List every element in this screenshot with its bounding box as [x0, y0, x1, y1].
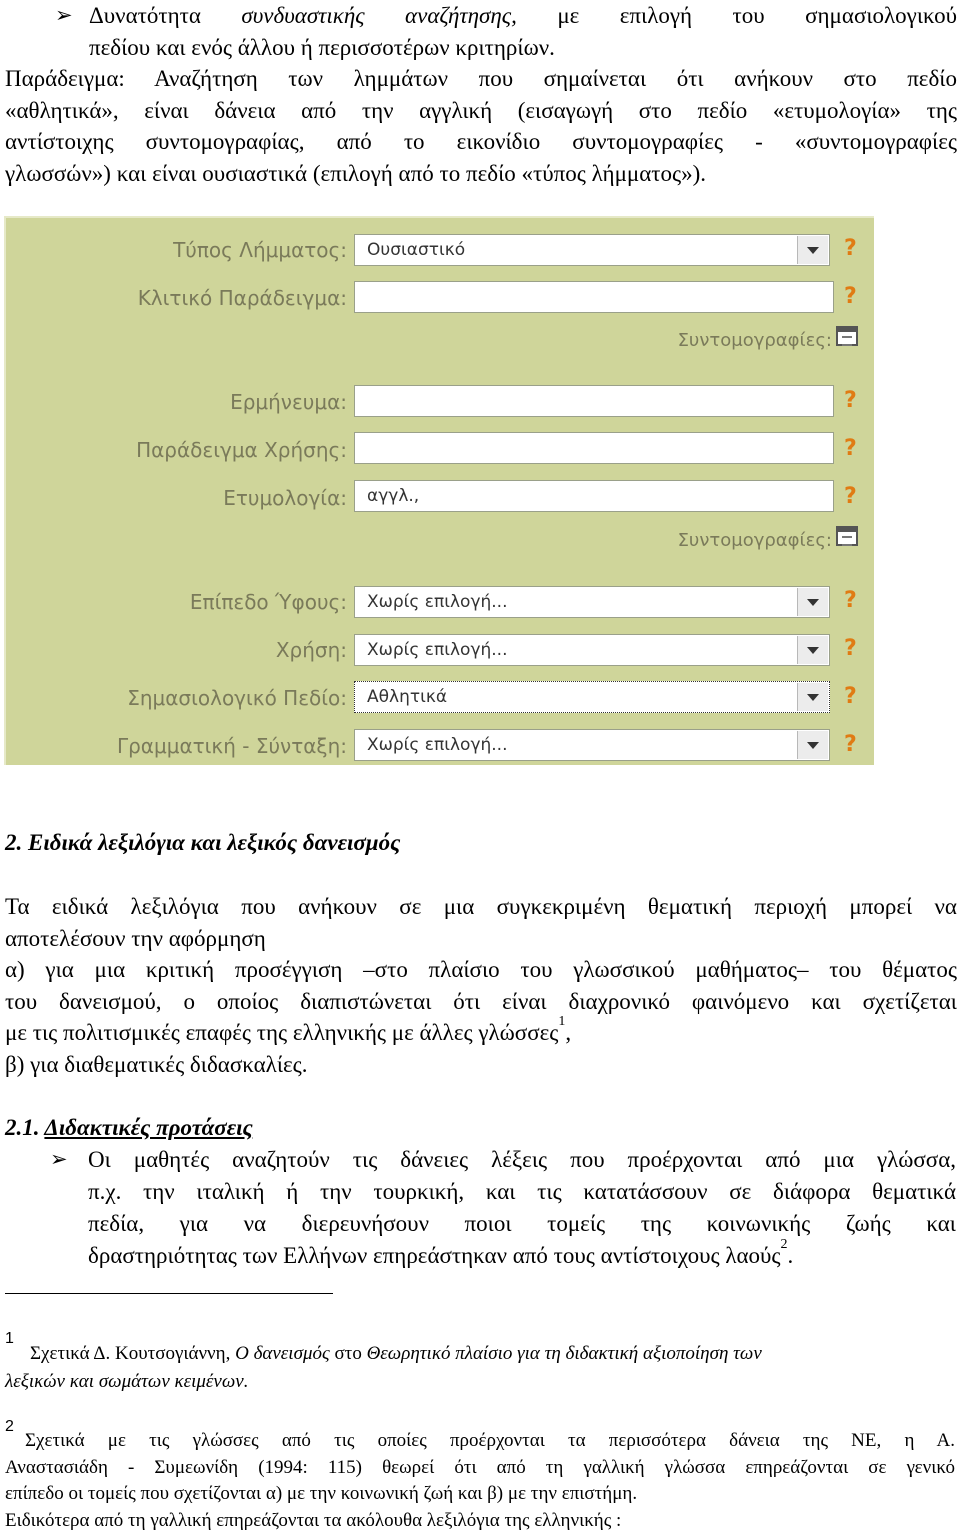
field-label-style-level: Επίπεδο Ύφους:: [190, 590, 347, 614]
section-2-1-bullet-line-2: π.χ. την ιταλική ή την τουρκική, και τις κατατάσσουν σε διάφορα θεματικά: [88, 1176, 956, 1208]
footnote-ref-1[interactable]: 1: [558, 1014, 565, 1029]
footnote-2-mark: 2: [5, 1418, 14, 1436]
chevron-down-icon[interactable]: [797, 636, 828, 664]
definition-input[interactable]: [354, 385, 834, 417]
chevron-down-icon[interactable]: [797, 588, 828, 616]
field-label-inflection: Κλιτικό Παράδειγμα:: [138, 286, 347, 310]
intro-bullet-line-1: Δυνατότητα συνδυαστικής αναζήτησης, με επιλογή του σημασιολογικού: [89, 0, 957, 32]
field-label-etymology: Ετυμολογία:: [223, 486, 347, 510]
section-2-line-4: του δανεισμού, ο οποίος διαπιστώνεται ότι είναι διαχρονικό φαινόμενο και σχετίζεται: [5, 986, 957, 1018]
help-icon[interactable]: ?: [844, 284, 857, 309]
chevron-down-icon[interactable]: [797, 731, 828, 759]
field-label-definition: Ερμήνευμα:: [230, 390, 347, 414]
section-2-heading: 2. Ειδικά λεξιλόγια και λεξικός δανεισμός: [5, 827, 957, 859]
section-2-1-bullet-line-1: Οι μαθητές αναζητούν τις δάνειες λέξεις που προέρχονται από μια γλώσσα,: [88, 1144, 956, 1176]
usage-example-input[interactable]: [354, 432, 834, 464]
grammar-syntax-select[interactable]: Χωρίς επιλογή...: [354, 729, 830, 761]
footnote-1: Σχετικά Δ. Κουτσογιάννη, Ο δανεισμός στο Θεωρητικό πλαίσιο για τη διδακτική αξιοποίηση των: [30, 1341, 955, 1368]
section-2-1-bullet-line-4: δραστηριότητας των Ελλήνων επηρεάστηκαν από τους αντίστοιχους λαούς$^2$.: [88, 1240, 956, 1272]
footnote-1-mark: 1: [5, 1330, 14, 1348]
example-line-3: αντίστοιχης συντομογραφίας, από το εικονίδιο συντομογραφίες - «συντομογραφίες: [5, 126, 957, 158]
section-2-line-1: Τα ειδικά λεξιλόγια που ανήκουν σε μια συγκεκριμένη θεματική περιοχή μπορεί να: [5, 891, 957, 923]
bullet-arrow-icon: ➢: [50, 1144, 68, 1176]
section-2-line-2: αποτελέσουν την αφόρμηση: [5, 923, 957, 955]
entry-type-select[interactable]: Ουσιαστικό: [354, 234, 830, 266]
help-icon[interactable]: ?: [844, 436, 857, 461]
intro-bullet: [5, 0, 957, 70]
search-form-screenshot: [4, 216, 874, 765]
help-icon[interactable]: ?: [844, 732, 857, 757]
section-2-line-5: με τις πολιτισμικές επαφές της ελληνικής με άλλες γλώσσες$^1$,: [5, 1017, 957, 1049]
section-2-1-bullet-line-3: πεδία, για να διερευνήσουν ποιοι τομείς της κοινωνικής ζωής και: [88, 1208, 956, 1240]
example-line-4: γλωσσών») και είναι ουσιαστικά (επιλογή από το πεδίο «τύπος λήμματος»).: [5, 158, 957, 190]
chevron-down-icon[interactable]: [797, 236, 828, 264]
field-label-grammar-syntax: Γραμματική - Σύνταξη:: [117, 734, 347, 758]
style-level-select[interactable]: Χωρίς επιλογή...: [354, 586, 830, 618]
semantic-field-select[interactable]: Αθλητικά: [354, 681, 830, 713]
footnote-separator: [5, 1293, 333, 1294]
footnote-2-line-1: Σχετικά με τις γλώσσες από τις οποίες προέρχονται τα περισσότερα δάνεια της ΝΕ, η Α.: [25, 1428, 955, 1455]
help-icon[interactable]: ?: [844, 484, 857, 509]
example-line-1: Παράδειγμα: Αναζήτηση των λημμάτων που σημαίνεται ότι ανήκουν στο πεδίο: [5, 63, 957, 95]
usage-select[interactable]: Χωρίς επιλογή...: [354, 634, 830, 666]
etymology-input[interactable]: αγγλ.,: [354, 480, 834, 512]
field-label-entry-type: Τύπος Λήμματος:: [173, 238, 347, 262]
field-label-semantic-field: Σημασιολογικό Πεδίο:: [127, 686, 347, 710]
footnote-2-line-4: Ειδικότερα από τη γαλλική επηρεάζονται τα ακόλουθα λεξιλόγια της ελληνικής :: [5, 1508, 955, 1534]
chevron-down-icon[interactable]: [797, 683, 828, 711]
abbreviations-link[interactable]: Συντομογραφίες:: [678, 330, 832, 351]
help-icon[interactable]: ?: [844, 588, 857, 613]
help-icon[interactable]: ?: [844, 388, 857, 413]
abbreviations-link[interactable]: Συντομογραφίες:: [678, 530, 832, 551]
footnote-2-line-3: επίπεδο οι τομείς που σχετίζονται α) με την κοινωνική ζωή και β) με την επιστήμη.: [5, 1481, 955, 1508]
bullet-arrow-icon: ➢: [55, 0, 73, 32]
section-2-line-3: α) για μια κριτική προσέγγιση –στο πλαίσιο του γλωσσικού μαθήματος– του θέματος: [5, 954, 957, 986]
section-2-1-heading: 2.1. Διδακτικές προτάσεις: [5, 1112, 957, 1144]
abbreviations-window-icon[interactable]: [836, 326, 858, 346]
inflection-input[interactable]: [354, 281, 834, 313]
example-line-2: «αθλητικά», είναι δάνεια από την αγγλική (εισαγωγή στο πεδίο «ετυμολογία» της: [5, 95, 957, 127]
help-icon[interactable]: ?: [844, 684, 857, 709]
field-label-usage-example: Παράδειγμα Χρήσης:: [136, 438, 347, 462]
intro-bullet-line-2: πεδίου και ενός άλλου ή περισσοτέρων κριτηρίων.: [89, 32, 957, 64]
footnote-2-line-2: Αναστασιάδη - Συμεωνίδη (1994: 115) θεωρεί ότι από τη γαλλική γλώσσα επηρεάζονται σε γενικό: [5, 1455, 955, 1482]
footnote-ref-2[interactable]: 2: [781, 1237, 788, 1252]
field-label-usage: Χρήση:: [276, 638, 347, 662]
abbreviations-window-icon[interactable]: [836, 526, 858, 546]
footnote-1-line-2: λεξικών και σωμάτων κειμένων.: [5, 1369, 955, 1396]
section-2-line-6: β) για διαθεματικές διδασκαλίες.: [5, 1049, 957, 1081]
help-icon[interactable]: ?: [844, 636, 857, 661]
help-icon[interactable]: ?: [844, 236, 857, 261]
